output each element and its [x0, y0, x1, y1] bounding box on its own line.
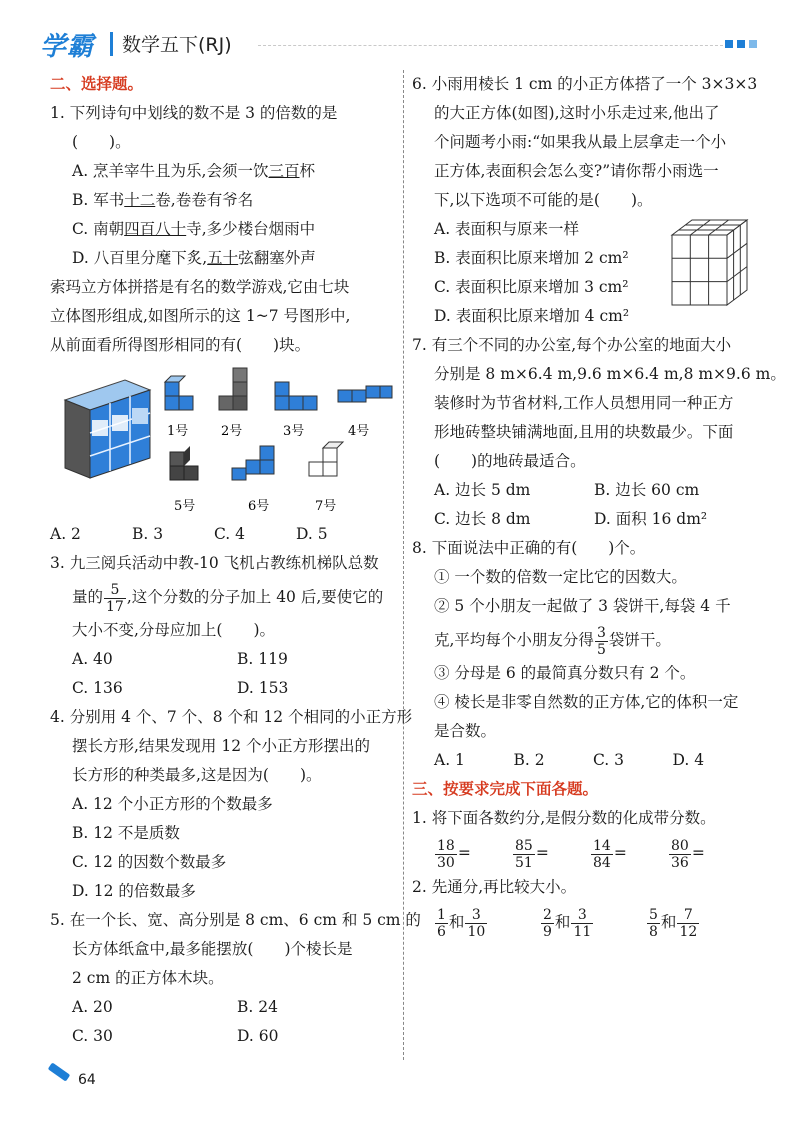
statement-4-cont: 是合数。: [434, 722, 497, 740]
option-b: B. 3: [132, 525, 164, 543]
question-5: [50, 906, 421, 1051]
option-d: D. 12 的倍数最多: [72, 882, 196, 900]
option-a: A. 烹羊宰牛且为乐,会须一饮三百杯: [72, 162, 316, 180]
question-text: ( )的地砖最适合。: [434, 452, 586, 470]
fraction: $\frac{80}{36}$: [671, 837, 689, 871]
option-c: C. 3: [593, 751, 625, 769]
option-a: A. 边长 5 dm: [434, 481, 531, 499]
option-c: C. 表面积比原来增加 3 cm²: [434, 278, 629, 296]
question-text: 2 cm 的正方体木块。: [72, 969, 224, 987]
question-text: 下,以下选项不可能的是( )。: [434, 191, 653, 209]
option-c: C. 136: [72, 679, 123, 697]
fraction: $\frac{85}{51}$: [515, 837, 533, 871]
question-text: 7. 有三个不同的办公室,每个办公室的地面大小: [412, 336, 732, 354]
problem-text: 2. 先通分,再比较大小。: [412, 878, 577, 896]
option-b: B. 119: [237, 650, 288, 668]
soma-cube-diagram: [50, 360, 395, 520]
question-2: [50, 273, 395, 549]
question-text: 长方形的种类最多,这是因为( )。: [72, 766, 322, 784]
logo-divider: [110, 32, 113, 56]
fraction: $\frac{18}{30}$: [437, 837, 455, 871]
option-c: C. 南朝四百八十寺,多少楼台烟雨中: [72, 220, 316, 238]
question-text: 正方体,表面积会怎么变?”请你帮小雨选一: [434, 162, 719, 180]
question-text: 个问题考小雨:“如果我从最上层拿走一个小: [434, 133, 727, 151]
answer-blank: ( )。: [72, 133, 131, 151]
piece-label: 2号: [221, 424, 243, 439]
statement-2-cont: 克,平均每个小朋友分得 $\frac{3}{5}$ 袋饼干。: [434, 624, 671, 658]
question-text: 长方体纸盒中,最多能摆放( )个棱长是: [72, 940, 353, 958]
question-text: 1. 下列诗句中划线的数不是 3 的倍数的是: [50, 104, 338, 122]
question-7: [412, 331, 786, 534]
option-d: D. 5: [296, 525, 328, 543]
brand-logo: 学霸: [40, 32, 95, 62]
option-a: A. 20: [72, 998, 113, 1016]
problem-1: [412, 804, 752, 873]
question-text: 从前面看所得图形相同的有( )块。: [50, 336, 311, 354]
question-text: 8. 下面说法中正确的有( )个。: [412, 539, 646, 557]
option-a: A. 2: [50, 525, 81, 543]
statement-2: ② 5 个小朋友一起做了 3 袋饼干,每袋 4 千: [434, 597, 731, 615]
statement-3: ③ 分母是 6 的最简真分数只有 2 个。: [434, 664, 696, 682]
left-column: [50, 70, 421, 1051]
question-text: 形地砖整块铺满地面,且用的块数最少。下面: [434, 423, 734, 441]
options-row: [412, 746, 752, 775]
question-text: 4. 分别用 4 个、7 个、8 个和 12 个相同的小正方形: [50, 708, 413, 726]
piece-5-image: [170, 446, 198, 480]
option-b: B. 24: [237, 998, 278, 1016]
header-rule: [258, 45, 723, 46]
options-row: [50, 993, 395, 1022]
right-column: [412, 70, 786, 942]
option-d: D. 八百里分麾下炙,五十弦翻塞外声: [72, 249, 316, 267]
piece-label: 1号: [167, 424, 189, 439]
question-text: 立体图形组成,如图所示的这 1~7 号图形中,: [50, 307, 351, 325]
option-c: C. 30: [72, 1027, 113, 1045]
question-6: [412, 70, 758, 331]
fraction: $\frac{3}{5}$: [596, 624, 606, 658]
options-row: [50, 674, 395, 703]
option-d: D. 60: [237, 1027, 279, 1045]
piece-7-image: [309, 442, 343, 476]
book-subject: 数学五下(RJ): [122, 34, 232, 56]
compare-row: $\frac{1}{6}$ 和 $\frac{3}{10}$ $\frac{2}{9}$ 和 $\frac{3}{11}$ $\frac{5}{8}$ 和 $\frac{7}{12}$: [437, 906, 698, 940]
option-d: D. 4: [672, 751, 705, 769]
option-a: A. 表面积与原来一样: [434, 220, 580, 238]
question-text: 大小不变,分母应加上( )。: [72, 621, 276, 639]
piece-6-image: [232, 446, 274, 480]
option-a: A. 1: [434, 751, 465, 769]
question-text: 3. 九三阅兵活动中教-10 飞机占教练机梯队总数: [50, 554, 379, 572]
option-b: B. 边长 60 cm: [594, 481, 700, 499]
options-row: [412, 476, 752, 505]
options-row: [50, 520, 395, 549]
header-square-icon: [737, 40, 745, 48]
option-a: A. 40: [72, 650, 113, 668]
header-square-icon: [749, 40, 757, 48]
option-c: C. 边长 8 dm: [434, 510, 531, 528]
question-text: 6. 小雨用棱长 1 cm 的小正方体搭了一个 3×3×3: [412, 75, 758, 93]
fraction-row: $\frac{18}{30}$ = $\frac{85}{51}$ = $\frac{14}{84}$ = $\frac{80}{36}$ =: [437, 837, 705, 871]
header-square-icon: [725, 40, 733, 48]
question-text: 5. 在一个长、宽、高分别是 8 cm、6 cm 和 5 cm 的: [50, 911, 421, 929]
option-d: D. 153: [237, 679, 289, 697]
question-text: 量的 $\frac{5}{17}$ ,这个分数的分子加上 40 后,要使它的: [72, 581, 384, 615]
piece-4-image: [338, 386, 392, 402]
option-b: B. 12 不是质数: [72, 824, 180, 842]
piece-label: 5号: [174, 499, 196, 514]
option-d: D. 面积 16 dm²: [594, 510, 708, 528]
question-text: 分别是 8 m×6.4 m,9.6 m×6.4 m,8 m×9.6 m。: [434, 365, 786, 383]
option-c: C. 12 的因数个数最多: [72, 853, 227, 871]
question-text: 装修时为节省材料,工作人员想用同一种正方: [434, 394, 734, 412]
piece-3-image: [275, 382, 317, 410]
options-row: [412, 505, 752, 534]
question-4: [50, 703, 413, 906]
option-d: D. 表面积比原来增加 4 cm²: [434, 307, 630, 325]
soma-cube-figure: [50, 360, 395, 520]
option-b: B. 2: [513, 751, 545, 769]
option-b: B. 表面积比原来增加 2 cm²: [434, 249, 629, 267]
section-title: 二、选择题。: [50, 75, 144, 93]
question-3: [50, 549, 395, 703]
problem-text: 1. 将下面各数约分,是假分数的化成带分数。: [412, 809, 716, 827]
piece-label: 3号: [283, 424, 305, 439]
fraction: $\frac{14}{84}$: [593, 837, 611, 871]
question-text: 索玛立方体拼搭是有名的数学游戏,它由七块: [50, 278, 350, 296]
pen-icon: [48, 1062, 71, 1081]
question-text: 摆长方形,结果发现用 12 个小正方形摆出的: [72, 737, 371, 755]
statement-1: ① 一个数的倍数一定比它的因数大。: [434, 568, 687, 586]
question-8: [412, 534, 752, 775]
cube-3x3x3-image: [667, 215, 752, 310]
assembled-cube-image: [65, 380, 150, 478]
piece-label: 7号: [315, 499, 337, 514]
section-title: 三、按要求完成下面各题。: [412, 780, 599, 798]
options-row: [50, 1022, 395, 1051]
piece-label: 4号: [348, 424, 370, 439]
option-b: B. 军书十二卷,卷卷有爷名: [72, 191, 254, 209]
page-number: 64: [78, 1072, 96, 1088]
piece-1-image: [165, 376, 193, 410]
piece-label: 6号: [248, 499, 270, 514]
question-1: [50, 99, 395, 273]
statement-4: ④ 棱长是非零自然数的正方体,它的体积一定: [434, 693, 739, 711]
option-c: C. 4: [214, 525, 246, 543]
piece-2-image: [219, 368, 247, 410]
options-row: [50, 645, 395, 674]
fraction: $\frac{5}{17}$: [106, 581, 124, 615]
page-header: [40, 26, 750, 60]
problem-2: [412, 873, 752, 942]
question-text: 的大正方体(如图),这时小乐走过来,他出了: [434, 104, 720, 122]
option-a: A. 12 个小正方形的个数最多: [72, 795, 273, 813]
